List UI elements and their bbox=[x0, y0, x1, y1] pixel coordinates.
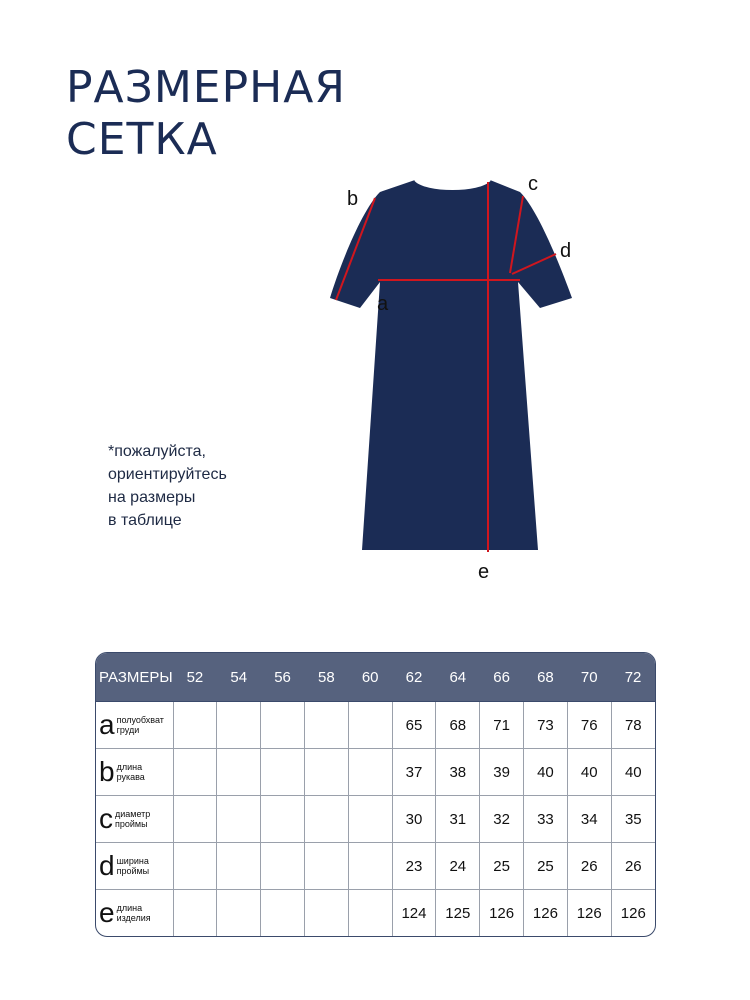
table-cell: 65 bbox=[392, 702, 436, 749]
table-cell: 76 bbox=[567, 702, 611, 749]
dress-illustration bbox=[320, 170, 590, 590]
table-cell: 39 bbox=[480, 749, 524, 796]
table-cell: 33 bbox=[524, 796, 568, 843]
table-cell bbox=[348, 796, 392, 843]
label-b: b bbox=[347, 188, 359, 210]
table-cell bbox=[217, 702, 261, 749]
header-label: РАЗМЕРЫ bbox=[96, 653, 173, 702]
table-cell: 25 bbox=[480, 843, 524, 890]
label-d: d bbox=[560, 240, 572, 262]
table-cell bbox=[304, 796, 348, 843]
table-cell bbox=[173, 843, 217, 890]
size-note bbox=[108, 440, 227, 532]
table-cell: 126 bbox=[524, 890, 568, 937]
table-cell bbox=[173, 749, 217, 796]
table-cell: 78 bbox=[611, 702, 655, 749]
note-line-3: на размеры bbox=[108, 489, 196, 506]
note-line-2: ориентируйтесь bbox=[108, 466, 227, 483]
table-cell bbox=[261, 796, 305, 843]
row-desc-line-1: диаметр bbox=[115, 809, 151, 819]
table-cell: 25 bbox=[524, 843, 568, 890]
row-desc-line-1: длина bbox=[116, 762, 143, 772]
row-description bbox=[117, 856, 150, 876]
row-letter: a bbox=[99, 709, 115, 740]
header-size-5: 62 bbox=[392, 653, 436, 702]
table-cell bbox=[304, 702, 348, 749]
table-cell: 31 bbox=[436, 796, 480, 843]
table-cell bbox=[261, 749, 305, 796]
row-letter: c bbox=[99, 803, 113, 834]
header-size-10: 72 bbox=[611, 653, 655, 702]
table-cell: 71 bbox=[480, 702, 524, 749]
table-cell: 68 bbox=[436, 702, 480, 749]
table-cell bbox=[304, 843, 348, 890]
header-size-1: 54 bbox=[217, 653, 261, 702]
table-cell: 32 bbox=[480, 796, 524, 843]
table-cell: 24 bbox=[436, 843, 480, 890]
row-description bbox=[117, 715, 164, 735]
row-label bbox=[96, 749, 173, 796]
row-letter: d bbox=[99, 850, 115, 881]
header-size-4: 60 bbox=[348, 653, 392, 702]
row-desc-line-2: рукава bbox=[116, 772, 145, 782]
table-row bbox=[96, 843, 655, 890]
table-cell: 73 bbox=[524, 702, 568, 749]
row-letter: e bbox=[99, 897, 115, 928]
dress-diagram bbox=[320, 170, 590, 590]
note-line-1: *пожалуйста, bbox=[108, 443, 206, 460]
row-description bbox=[117, 903, 151, 923]
table-cell: 34 bbox=[567, 796, 611, 843]
table-cell: 40 bbox=[611, 749, 655, 796]
row-desc-line-2: проймы bbox=[116, 866, 150, 876]
table-cell: 30 bbox=[392, 796, 436, 843]
header-size-0: 52 bbox=[173, 653, 217, 702]
header-row bbox=[96, 653, 655, 702]
table-cell bbox=[261, 890, 305, 937]
table-row bbox=[96, 890, 655, 937]
table-cell bbox=[348, 702, 392, 749]
header-size-7: 66 bbox=[480, 653, 524, 702]
table-cell: 40 bbox=[567, 749, 611, 796]
label-e: e bbox=[478, 561, 490, 583]
table-cell bbox=[173, 702, 217, 749]
dress-body bbox=[330, 180, 572, 550]
table-cell: 126 bbox=[567, 890, 611, 937]
table-cell bbox=[217, 749, 261, 796]
size-table bbox=[95, 652, 656, 937]
table-cell bbox=[173, 890, 217, 937]
table-cell bbox=[348, 749, 392, 796]
row-label bbox=[96, 702, 173, 749]
row-desc-line-1: ширина bbox=[116, 856, 149, 866]
table-cell: 38 bbox=[436, 749, 480, 796]
label-a: a bbox=[377, 293, 389, 315]
row-description bbox=[115, 809, 150, 829]
header-size-6: 64 bbox=[436, 653, 480, 702]
title-line-2: СЕТКА bbox=[66, 114, 218, 165]
table-cell: 126 bbox=[611, 890, 655, 937]
table-cell: 26 bbox=[611, 843, 655, 890]
row-desc-line-2: изделия bbox=[116, 913, 151, 923]
table-cell: 124 bbox=[392, 890, 436, 937]
label-c: c bbox=[528, 173, 538, 195]
header-size-9: 70 bbox=[567, 653, 611, 702]
table-cell bbox=[173, 796, 217, 843]
page-title bbox=[66, 62, 346, 166]
header-size-3: 58 bbox=[304, 653, 348, 702]
table-cell: 26 bbox=[567, 843, 611, 890]
table-cell: 35 bbox=[611, 796, 655, 843]
table-cell: 126 bbox=[480, 890, 524, 937]
table-cell bbox=[217, 890, 261, 937]
table-row bbox=[96, 702, 655, 749]
table-cell bbox=[217, 796, 261, 843]
table-cell bbox=[261, 702, 305, 749]
table-body bbox=[96, 702, 655, 937]
table-cell: 40 bbox=[524, 749, 568, 796]
table-cell bbox=[304, 890, 348, 937]
table-cell: 125 bbox=[436, 890, 480, 937]
row-description bbox=[117, 762, 145, 782]
table-cell bbox=[217, 843, 261, 890]
table-cell bbox=[348, 890, 392, 937]
table-cell: 23 bbox=[392, 843, 436, 890]
header-size-2: 56 bbox=[261, 653, 305, 702]
row-label bbox=[96, 890, 173, 937]
table-cell bbox=[304, 749, 348, 796]
row-desc-line-2: груди bbox=[116, 725, 140, 735]
row-desc-line-2: проймы bbox=[115, 819, 148, 829]
header-size-8: 68 bbox=[524, 653, 568, 702]
table-cell: 37 bbox=[392, 749, 436, 796]
row-label bbox=[96, 843, 173, 890]
table-cell bbox=[261, 843, 305, 890]
row-label bbox=[96, 796, 173, 843]
table-cell bbox=[348, 843, 392, 890]
size-grid bbox=[96, 653, 655, 936]
table-row bbox=[96, 749, 655, 796]
title-line-1: РАЗМЕРНАЯ bbox=[66, 62, 346, 113]
table-row bbox=[96, 796, 655, 843]
note-line-4: в таблице bbox=[108, 512, 182, 529]
row-desc-line-1: полуобхват bbox=[116, 715, 164, 725]
row-letter: b bbox=[99, 756, 115, 787]
row-desc-line-1: длина bbox=[116, 903, 143, 913]
